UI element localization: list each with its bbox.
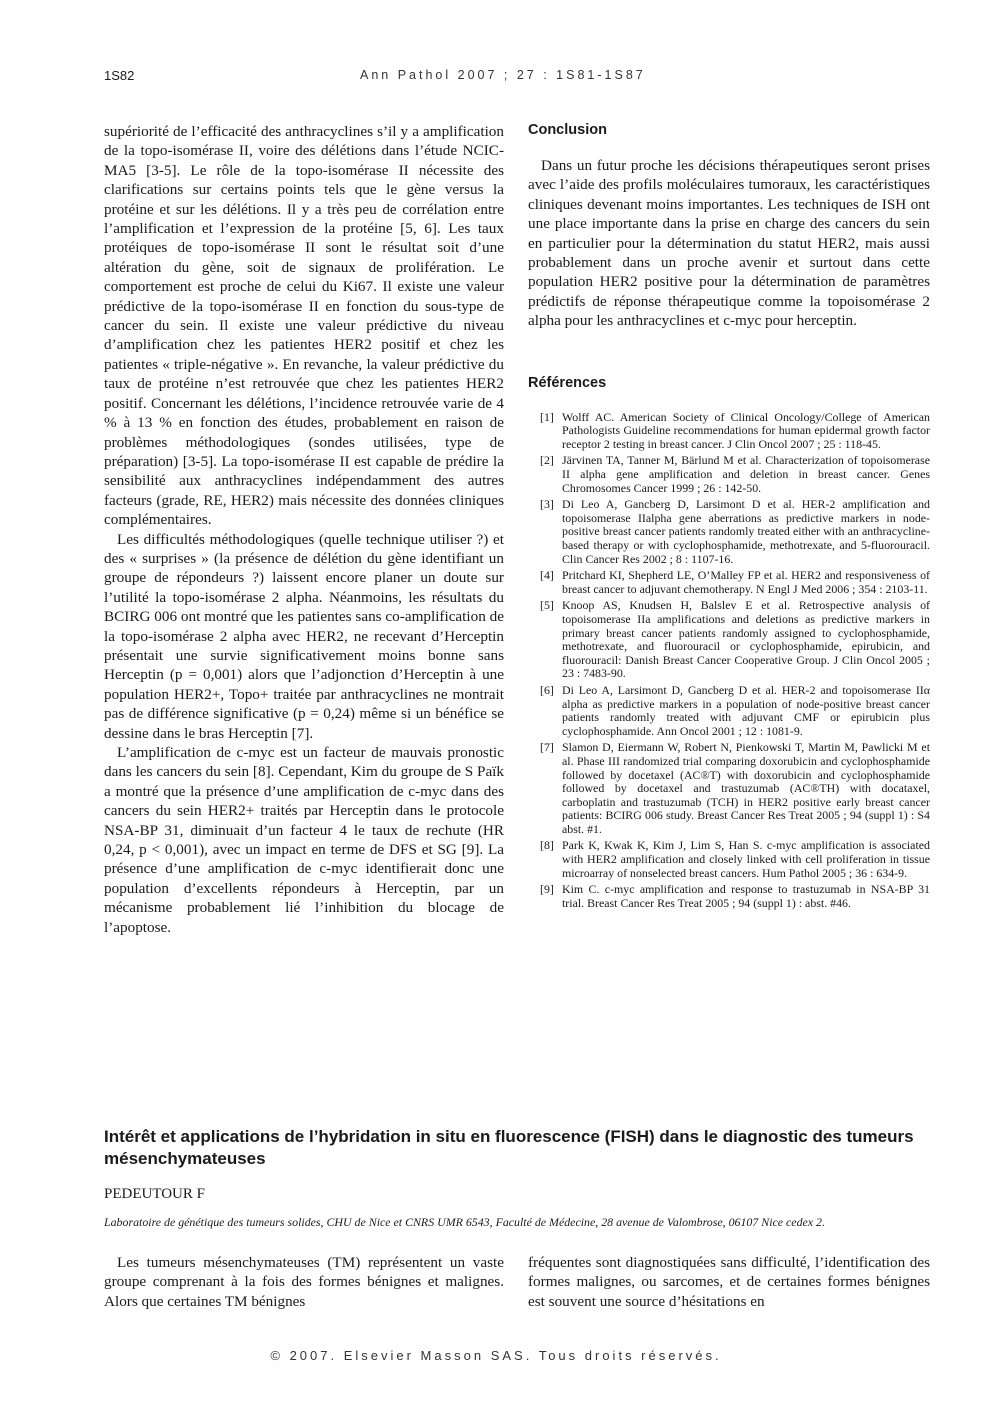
page-number: 1S82	[104, 68, 135, 83]
reference-item	[528, 599, 930, 681]
left-column	[104, 122, 504, 937]
conclusion-paragraph: Dans un futur proche les décisions thérapeutiques seront prises avec l’aide des profils moléculaires tumoraux, les caractéristiques cliniques devenant moins importantes. Les techniques de ISH ont une place importante dans la prise en charge des cancers du sein en particulier pour la détermination du statut HER2, mais aussi probablement dans un proche avenir et surtout dans cette population HER2 positive pour la détermination de paramètres prédictifs de réponse thérapeutique comme la topoisomérase 2 alpha pour les anthracyclines et c-myc pour herceptin.	[528, 157, 930, 330]
reference-item	[528, 569, 930, 596]
reference-text: Di Leo A, Larsimont D, Gancberg D et al. HER-2 and topoisomerase IIα alpha as predictive markers in a population of node-positive breast cancer patients randomly treated with adjuvant CMF or epirubicin plus cyclophosphamide. Ann Oncol 2001 ; 12 : 1081-9.	[562, 682, 930, 738]
reference-number: [4]	[540, 568, 554, 583]
reference-list	[528, 411, 930, 911]
reference-number: [5]	[540, 598, 554, 613]
reference-number: [1]	[540, 409, 554, 424]
reference-text: Pritchard KI, Shepherd LE, O’Malley FP et al. HER2 and responsiveness of breast cancer to adjuvant chemotherapy. N Engl J Med 2006 ; 354 : 2103-11.	[562, 568, 930, 596]
reference-item	[528, 684, 930, 738]
reference-item	[528, 741, 930, 836]
article-authors: PEDEUTOUR F	[104, 1186, 205, 1202]
body-paragraph: Les tumeurs mésenchymateuses (TM) représentent un vaste groupe comprenant à la fois des formes bénignes et malignes. Alors que certaines TM bénignes	[104, 1254, 504, 1310]
reference-number: [3]	[540, 497, 554, 512]
body-paragraph: Les difficultés méthodologiques (quelle technique utiliser ?) et des « surprises » (la présence de délétion du gène identifiant un groupe de répondeurs ?) laissent encore planer un doute sur l’utilité la topo-isomérase 2 alpha. Néanmoins, les résultats du BCIRG 006 ont montré que les patientes sans co-amplification de la topo-isomérase 2 alpha avec HER2, ne recevant d’Herceptin présentait une survie significativement moins bonne sans Herceptin (p = 0,001) alors que l’adjonction d’Herceptin à une population HER2+, Topo+ traitée par anthracyclines ne montrait pas de différence significative (p = 0,24) même si un bénéfice se dessine dans le bras Herceptin [7].	[104, 530, 504, 742]
article-body-left	[104, 1253, 504, 1311]
reference-number: [7]	[540, 740, 554, 755]
references-heading: Références	[528, 374, 607, 391]
reference-item	[528, 883, 930, 910]
right-column	[528, 122, 930, 913]
reference-number: [6]	[540, 682, 554, 697]
body-paragraph: supériorité de l’efficacité des anthracyclines s’il y a amplification de la topo-isomérase II, voire des délétions dans l’étude NCIC-MA5 [3-5]. Le rôle de la topo-isomérase II nécessite des clarifications sur certains points tels que le gène versus la protéine et sur les délétions. Il y a très peu de corrélation entre l’amplification et l’expression de la protéine [5, 6]. Les taux protéiques de topo-isomérase II sont le résultat soit d’une altération du gène, soit de signaux de prolifération. Le comportement est proche de celui du Ki67. Il existe une valeur prédictive de la topo-isomérase II en fonction du sous-type de cancer du sein. Il existe une valeur prédictive du niveau d’amplification chez les patientes HER2 positif et chez les patientes « triple-négative ». En revanche, la valeur prédictive du taux de protéine n’est retrouvée que chez les patientes HER2 positif. Concernant les délétions, l’incidence retrouvée varie de 4 % à 13 % en fonction des études, probablement en raison de problèmes méthodologiques (sondes utilisées, type de préparation) [3-5]. La topo-isomérase II est capable de prédire la sensibilité aux anthracyclines indépendamment des autres facteurs (grade, RE, HER2) mais nécessite des données cliniques complémentaires.	[104, 123, 504, 529]
reference-text: Wolff AC. American Society of Clinical Oncology/College of American Pathologists Guideline recommendations for human epidermal growth factor receptor 2 testing in breast cancer. J Clin Oncol 2007 ; 25 : 118-45.	[562, 409, 930, 451]
reference-text: Järvinen TA, Tanner M, Bärlund M et al. Characterization of topoisomerase II alpha gene amplification and deletion in breast cancer. Genes Chromosomes Cancer 1999 ; 26 : 142-50.	[562, 453, 930, 495]
copyright-footer: © 2007. Elsevier Masson SAS. Tous droits réservés.	[270, 1348, 722, 1363]
reference-item	[528, 411, 930, 452]
reference-text: Knoop AS, Knudsen H, Balslev E et al. Retrospective analysis of topoisomerase IIa amplifications and deletions as predictive markers in primary breast cancer patients randomly assigned to cyclophosphamide, methotrexate, and fluorouracil or cyclophosphamide, epirubicin, and fluorouracil: Danish Breast Cancer Cooperative Group. J Clin Oncol 2005 ; 23 : 7483-90.	[562, 598, 930, 681]
reference-number: [9]	[540, 882, 554, 897]
article-body-right	[528, 1253, 930, 1311]
reference-text: Di Leo A, Gancberg D, Larsimont D et al. HER-2 amplification and topoisomerase IIalpha gene aberrations as predictive markers in node-positive breast cancer patients randomly treated either with an anthracycline-based therapy or with cyclophosphamide, methotrexate, and 5-fluorouracil. Clin Cancer Res 2002 ; 8 : 1107-16.	[562, 497, 930, 566]
running-head: Ann Pathol 2007 ; 27 : 1S81-1S87	[360, 68, 646, 82]
reference-item	[528, 839, 930, 880]
reference-number: [8]	[540, 838, 554, 853]
reference-item	[528, 454, 930, 495]
reference-number: [2]	[540, 453, 554, 468]
article-title: Intérêt et applications de l’hybridation in situ en fluorescence (FISH) dans le diagnostic des tumeurs mésenchymateuses	[104, 1127, 914, 1168]
article-affiliation: Laboratoire de génétique des tumeurs solides, CHU de Nice et CNRS UMR 6543, Faculté de Médecine, 28 avenue de Valombrose, 06107 Nice cedex 2.	[104, 1215, 825, 1229]
reference-item	[528, 498, 930, 566]
body-paragraph: L’amplification de c-myc est un facteur de mauvais pronostic dans les cancers du sein [8]. Cependant, Kim du groupe de S Païk a montré que la présence d’une amplification de c-myc dans des cancers du sein HER2+ traités par Herceptin dans le protocole NSA-BP 31, diminuait d’un facteur 4 le taux de rechute (HR 0,24, p < 0,001), avec un impact en terme de DFS et SG [9]. La présence d’une amplification de c-myc identifierait donc une population d’excellents répondeurs à Herceptin, par un mécanisme probablement lié l’inhibition du blocage de l’apoptose.	[104, 744, 504, 936]
conclusion-heading: Conclusion	[528, 122, 607, 138]
reference-text: Slamon D, Eiermann W, Robert N, Pienkowski T, Martin M, Pawlicki M et al. Phase III randomized trial comparing doxorubicin and cyclophosphamide followed by docetaxel (AC®T) with doxorubicin and cyclophosphamide followed by docetaxel and trastuzumab (AC®TH) with docataxel, carboplatin and trastuzumab (TCH) in HER2 positive early breast cancer patients: BCIRG 006 study. Breast Cancer Res Treat 2005 ; 94 (suppl 1) : S4 abst. #1.	[562, 740, 930, 836]
reference-text: Kim C. c-myc amplification and response to trastuzumab in NSA-BP 31 trial. Breast Cancer Res Treat 2005 ; 94 (suppl 1) : abst. #46.	[562, 882, 930, 910]
reference-text: Park K, Kwak K, Kim J, Lim S, Han S. c-myc amplification is associated with HER2 amplification and closely linked with cell proliferation in tissue microarray of nonselected breast cancers. Hum Pathol 2005 ; 36 : 634-9.	[562, 838, 930, 880]
body-paragraph: fréquentes sont diagnostiquées sans difficulté, l’identification des formes malignes, ou sarcomes, et de certaines formes bénignes est souvent une source d’hésitations en	[528, 1254, 930, 1310]
